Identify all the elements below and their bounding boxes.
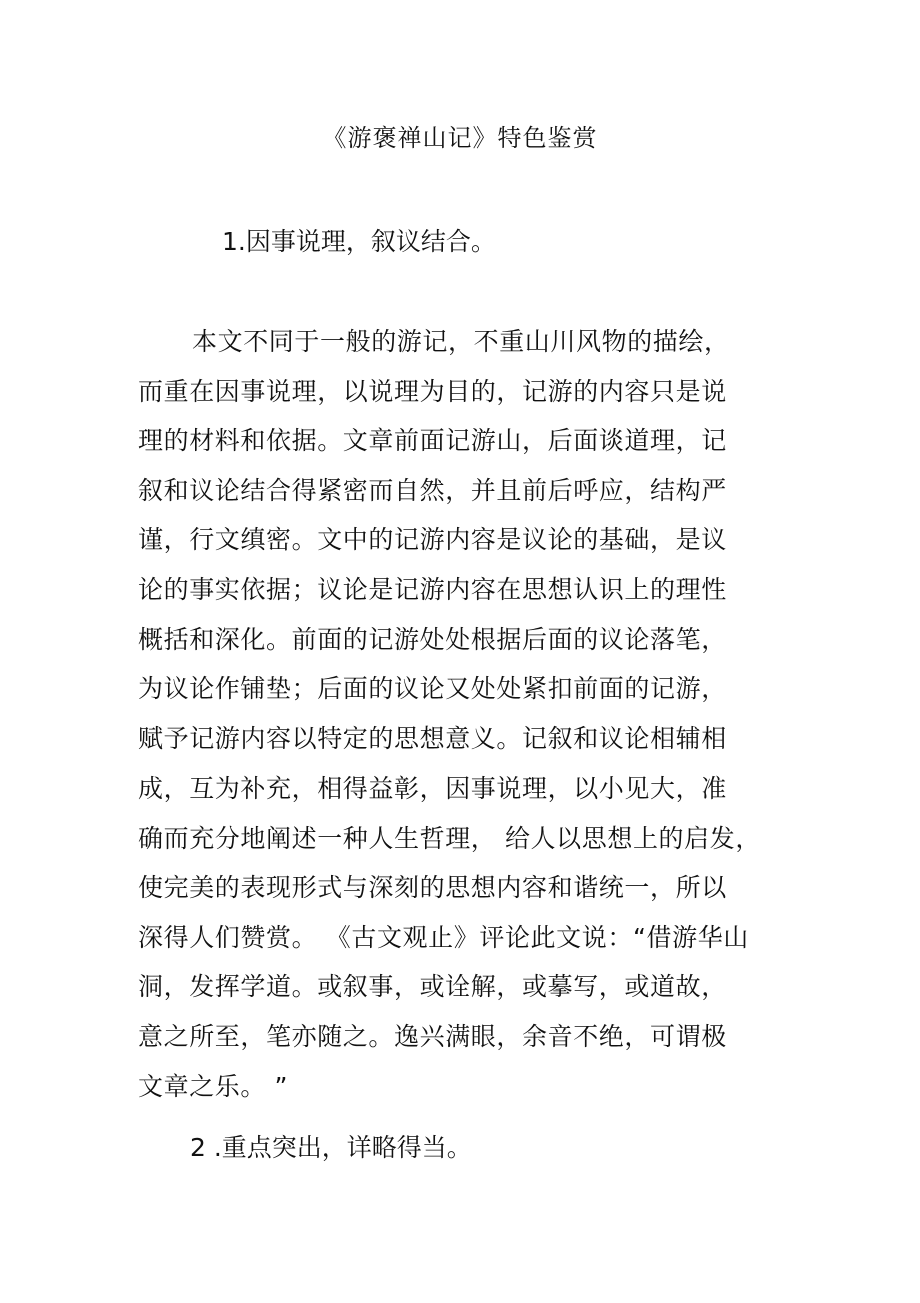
paragraph-line: 洞，发挥学道。或叙事，或诠解，或摹写，或道故， <box>138 972 727 1001</box>
paragraph-line: 赋予记游内容以特定的思想意义。记叙和议论相辅相 <box>138 724 727 753</box>
paragraph-line: 确而充分地阐述一种人生哲理， 给人以思想上的启发， <box>138 824 761 853</box>
paragraph-line: 本文不同于一般的游记，不重山川风物的描绘， <box>192 327 730 356</box>
paragraph-line: 使完美的表现形式与深刻的思想内容和谐统一，所以 <box>138 873 727 902</box>
paragraph-line: 为议论作铺垫；后面的议论又处处紧扣前面的记游， <box>138 674 727 703</box>
paragraph-line: 论的事实依据；议论是记游内容在思想认识上的理性 <box>138 575 727 604</box>
section-2-heading: 2 .重点突出，详略得当。 <box>190 1133 472 1162</box>
paragraph-line: 叙和议论结合得紧密而自然，并且前后呼应，结构严 <box>138 476 727 505</box>
section-1-heading: 1.因事说理，叙议结合。 <box>222 227 496 256</box>
paragraph-line: 而重在因事说理，以说理为目的，记游的内容只是说 <box>138 377 727 406</box>
paragraph-line: 谨，行文缜密。文中的记游内容是议论的基础，是议 <box>138 525 727 554</box>
paragraph-line: 意之所至，笔亦随之。逸兴满眼，余音不绝，可谓极 <box>138 1022 727 1051</box>
paragraph-line: 文章之乐。 ” <box>138 1072 289 1101</box>
paragraph-line: 概括和深化。前面的记游处处根据后面的议论落笔， <box>138 625 727 654</box>
paragraph-line: 深得人们赞赏。 《古文观止》评论此文说：“借游华山 <box>138 923 749 952</box>
document-title: 《游褒禅山记》特色鉴赏 <box>322 124 598 152</box>
paragraph-line: 成，互为补充，相得益彰，因事说理，以小见大，准 <box>138 774 727 803</box>
paragraph-line: 理的材料和依据。文章前面记游山，后面谈道理，记 <box>138 426 727 455</box>
